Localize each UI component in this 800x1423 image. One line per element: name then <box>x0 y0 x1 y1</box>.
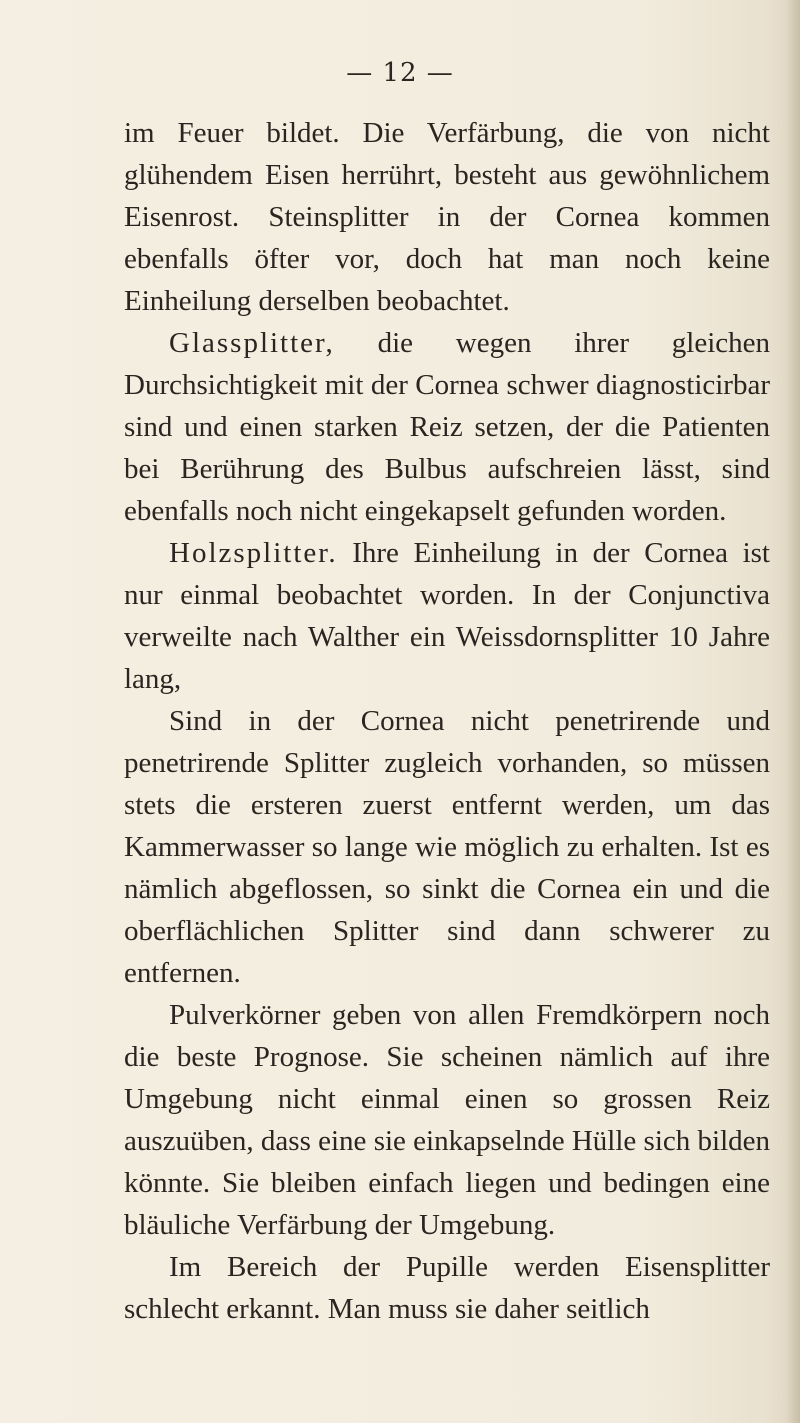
paragraph-5-text: Pulverkörner geben von allen Fremdkörpern noch die beste Prognose. Sie scheinen nämlich auf ihre Umgebung nicht einmal einen so grossen Reiz auszuüben, dass eine sie einkapselnde Hülle sich bilden könnte. Sie bleiben einfach liegen und bedingen eine bläuliche Verfärbung der Umgebung. <box>124 999 770 1241</box>
paragraph-3-text: Ihre Einheilung in der Cornea ist nur einmal beobachtet worden. In der Conjunctiva verweilte nach Walther ein Weissdornsplitter 10 Jahre lang, <box>124 537 770 695</box>
paragraph-3-lead: Holzsplitter. <box>169 537 338 569</box>
paragraph-2 <box>124 322 770 532</box>
page-number: — 12 — <box>346 58 454 88</box>
body-text <box>124 112 770 1330</box>
paragraph-3 <box>124 532 770 700</box>
paragraph-5 <box>124 994 770 1246</box>
paragraph-6 <box>124 1246 770 1330</box>
paragraph-1 <box>124 112 770 322</box>
paragraph-4 <box>124 700 770 994</box>
paragraph-1-text: im Feuer bildet. Die Verfärbung, die von nicht glühendem Eisen herrührt, besteht aus gewöhnlichem Eisenrost. Steinsplitter in der Cornea kommen ebenfalls öfter vor, doch hat man noch keine Einheilung derselben beobachtet. <box>124 117 770 317</box>
paragraph-2-lead: Glassplitter, <box>169 327 335 359</box>
page-edge-shadow <box>786 0 800 1423</box>
paragraph-2-text: die wegen ihrer gleichen Durchsichtigkeit mit der Cornea schwer diagnosticirbar sind und einen starken Reiz setzen, der die Patienten bei Berührung des Bulbus aufschreien lässt, sind ebenfalls noch nicht eingekapselt gefunden worden. <box>124 327 770 527</box>
paragraph-6-text: Im Bereich der Pupille werden Eisensplitter schlecht erkannt. Man muss sie daher seitlich <box>124 1251 770 1325</box>
paragraph-4-text: Sind in der Cornea nicht penetrirende und penetrirende Splitter zugleich vorhanden, so müssen stets die ersteren zuerst entfernt werden, um das Kammerwasser so lange wie möglich zu erhalten. Ist es nämlich abgeflossen, so sinkt die Cornea ein und die oberflächlichen Splitter sind dann schwerer zu entfernen. <box>124 705 770 989</box>
